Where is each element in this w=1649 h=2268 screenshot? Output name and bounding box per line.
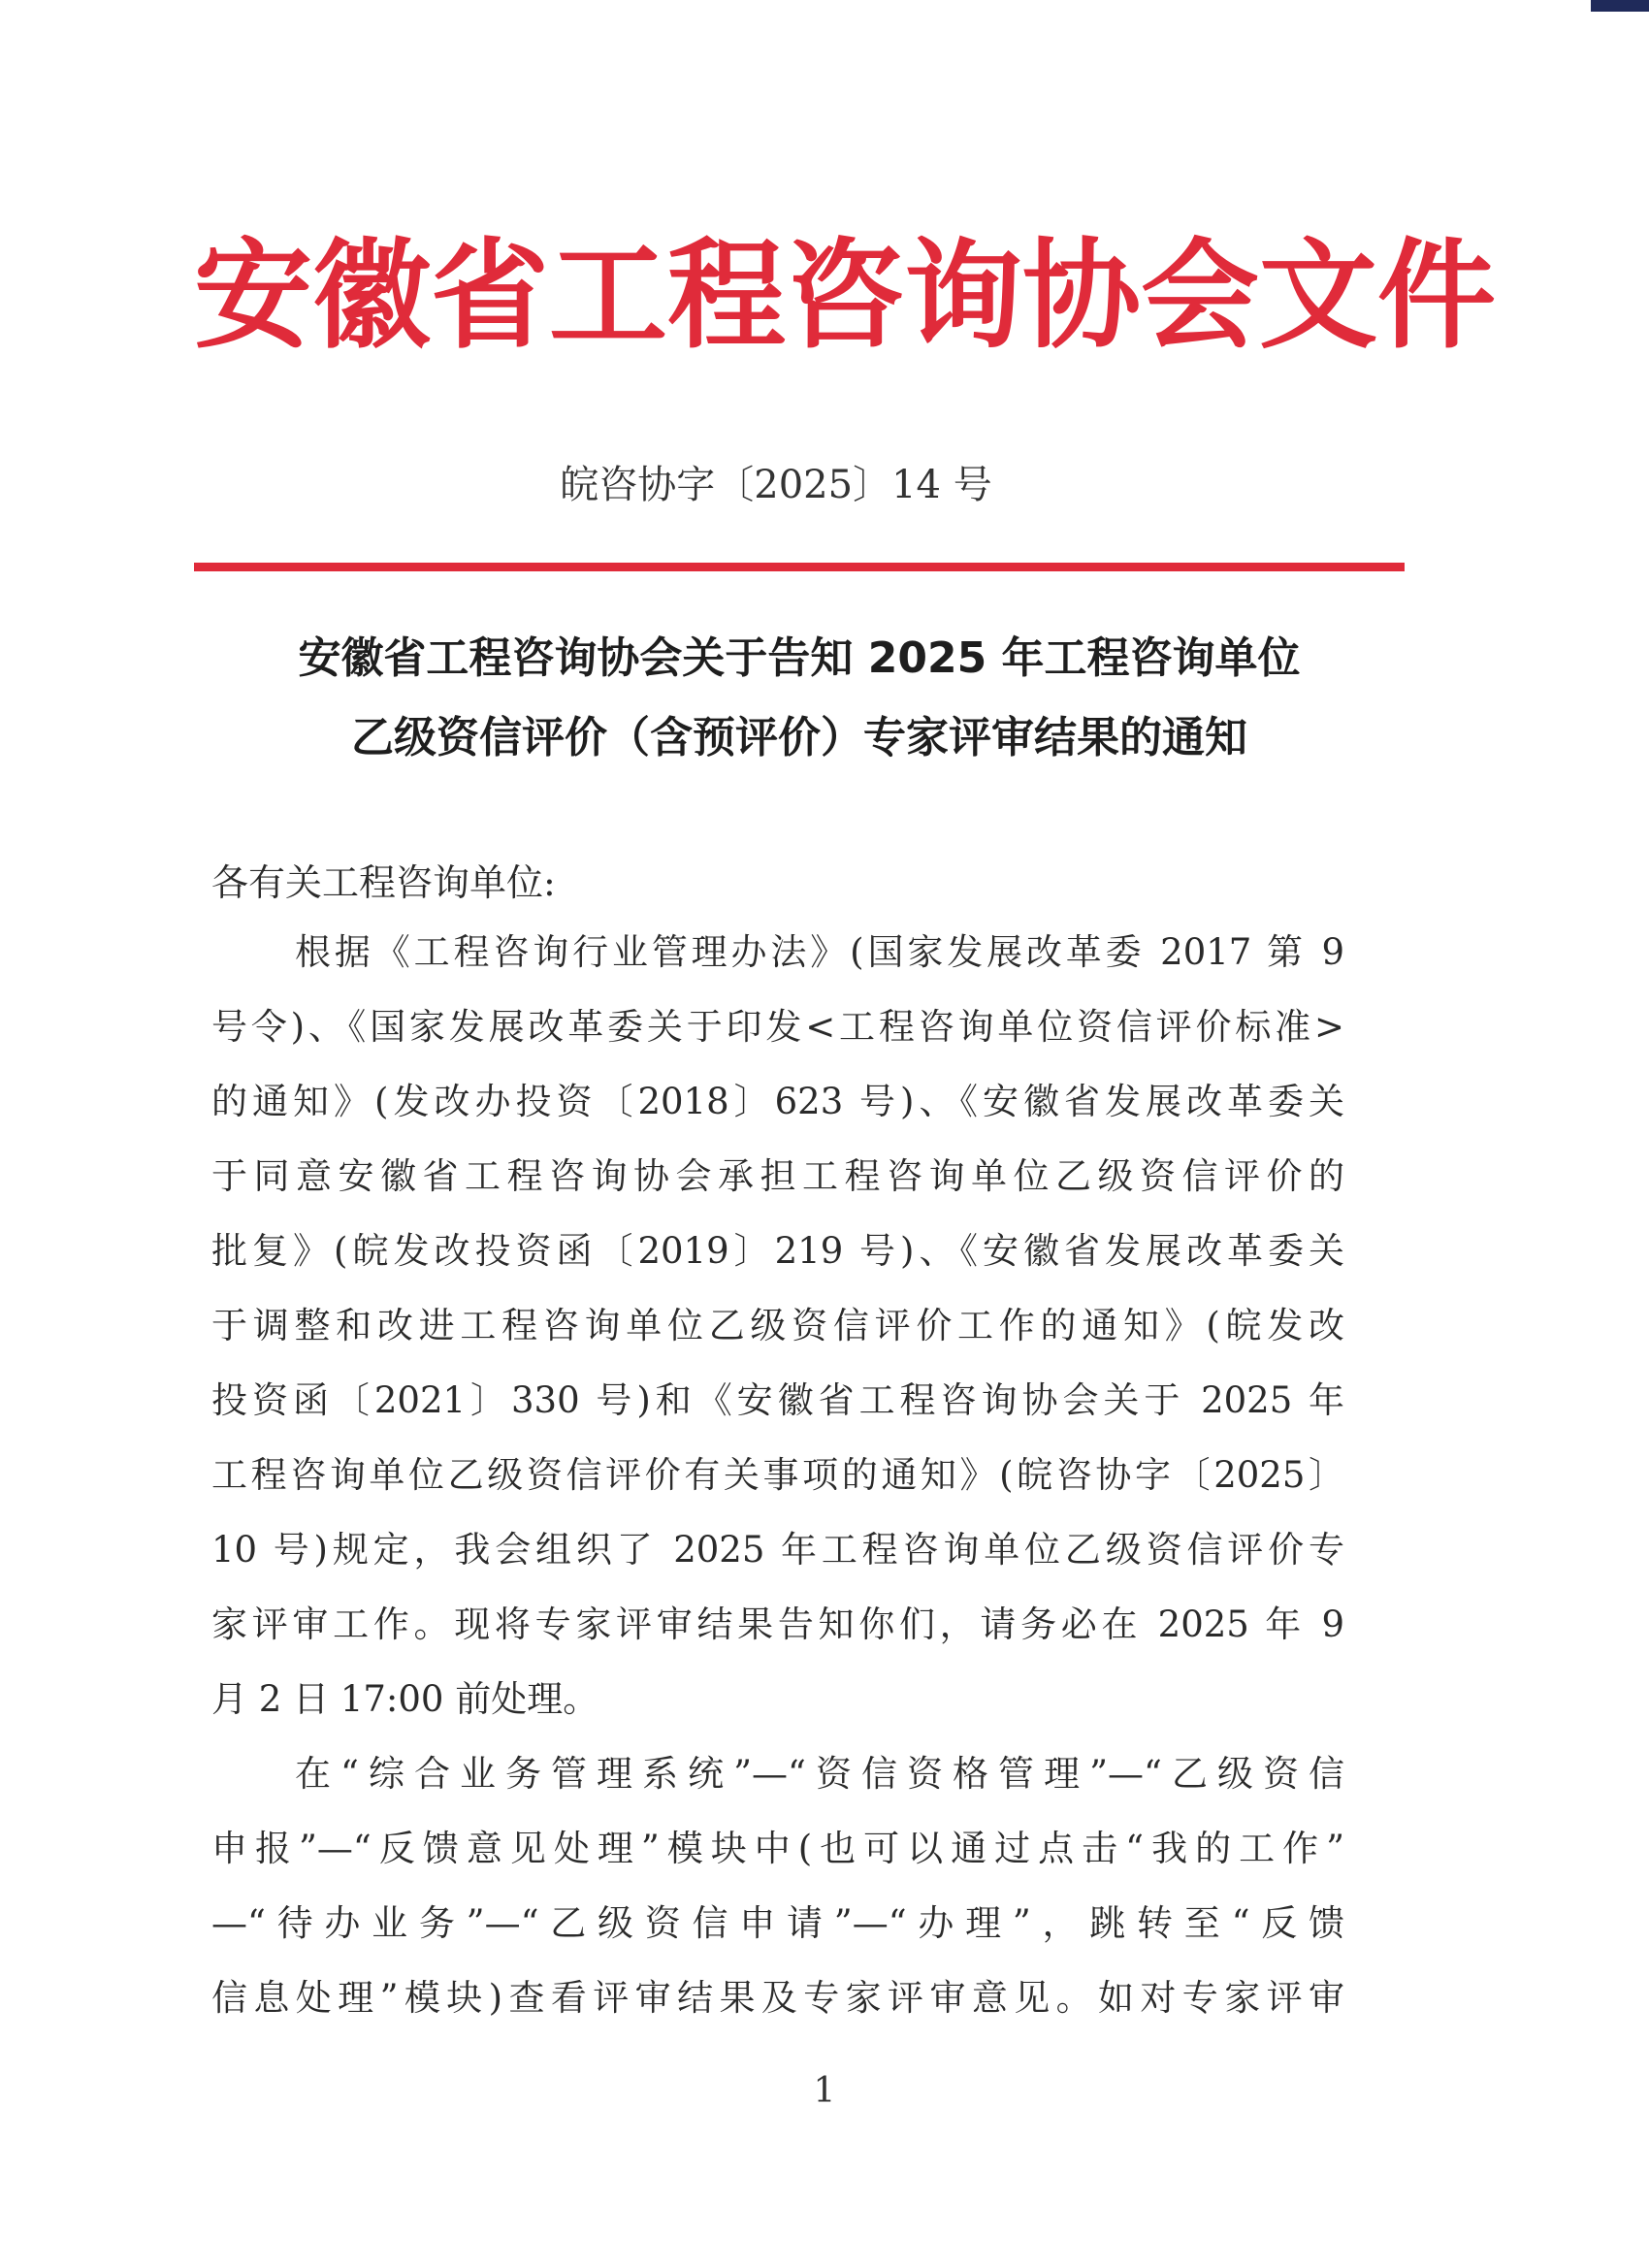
corner-scan-mark bbox=[1591, 0, 1649, 12]
document-number: 皖咨协字〔2025〕14 号 bbox=[560, 463, 992, 507]
body-line: 根据《工程咨询行业管理办法》(国家发展改革委 2017 第 9 bbox=[295, 931, 1344, 973]
body-line: 在“综合业务管理系统”—“资信资格管理”—“乙级资信 bbox=[295, 1753, 1344, 1795]
body-line: 月 2 日 17:00 前处理。 bbox=[211, 1678, 599, 1720]
body-line: 投资函〔2021〕330 号)和《安徽省工程咨询协会关于 2025 年 bbox=[211, 1379, 1344, 1421]
org-header-title: 安徽省工程咨询协会文件 bbox=[194, 227, 1496, 365]
body-line: 的通知》(发改办投资〔2018〕623 号)、《安徽省发展改革委关 bbox=[211, 1081, 1344, 1122]
notice-title bbox=[194, 619, 1405, 778]
salutation: 各有关工程咨询单位: bbox=[211, 861, 556, 904]
body-line: 于调整和改进工程咨询单位乙级资信评价工作的通知》(皖发改 bbox=[211, 1305, 1344, 1346]
body-text bbox=[211, 923, 1344, 2044]
body-line: 号令)、《国家发展改革委关于印发<工程咨询单位资信评价标准> bbox=[211, 1006, 1344, 1048]
notice-title-line-1: 安徽省工程咨询协会关于告知 2025 年工程咨询单位 bbox=[298, 633, 1301, 683]
body-line: —“待办业务”—“乙级资信申请”—“办理”，跳转至“反馈 bbox=[211, 1902, 1344, 1944]
page-number: 1 bbox=[813, 2071, 836, 2111]
notice-title-line-2: 乙级资信评价（含预评价）专家评审结果的通知 bbox=[351, 713, 1247, 762]
body-line: 家评审工作。现将专家评审结果告知你们，请务必在 2025 年 9 bbox=[211, 1604, 1344, 1645]
body-line: 申报”—“反馈意见处理”模块中(也可以通过点击“我的工作” bbox=[211, 1828, 1344, 1869]
body-line: 信息处理”模块)查看评审结果及专家评审意见。如对专家评审 bbox=[211, 1977, 1344, 2019]
body-line: 批复》(皖发改投资函〔2019〕219 号)、《安徽省发展改革委关 bbox=[211, 1230, 1344, 1272]
body-line: 工程咨询单位乙级资信评价有关事项的通知》(皖咨协字〔2025〕 bbox=[211, 1454, 1344, 1496]
red-divider-line bbox=[194, 563, 1405, 571]
body-line: 于同意安徽省工程咨询协会承担工程咨询单位乙级资信评价的 bbox=[211, 1155, 1344, 1197]
body-line: 10 号)规定，我会组织了 2025 年工程咨询单位乙级资信评价专 bbox=[211, 1529, 1344, 1571]
